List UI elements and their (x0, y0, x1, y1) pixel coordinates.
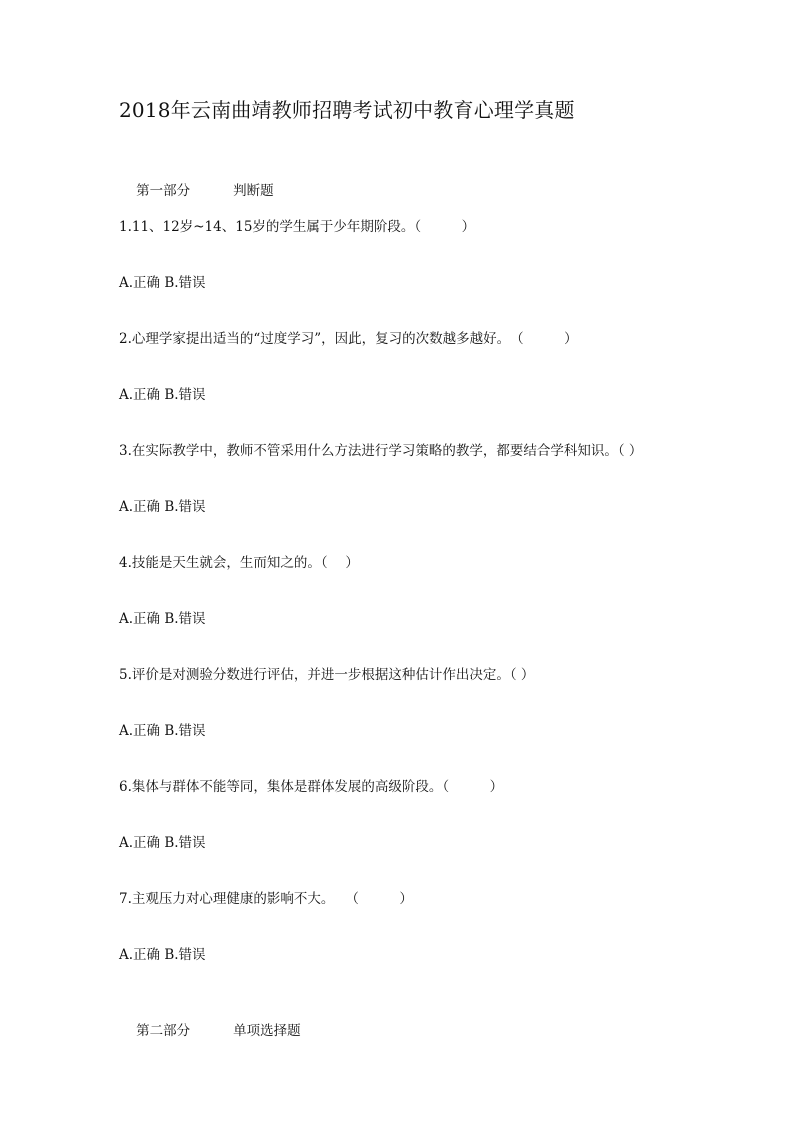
question-7-options: A.正确 B.错误 (119, 947, 206, 963)
question-1-options: A.正确 B.错误 (119, 275, 206, 291)
question-3-options: A.正确 B.错误 (119, 499, 206, 515)
question-2-options: A.正确 B.错误 (119, 387, 206, 403)
section-name: 判断题 (233, 183, 274, 199)
document-title: 2018年云南曲靖教师招聘考试初中教育心理学真题 (119, 98, 575, 122)
question-5-options: A.正确 B.错误 (119, 723, 206, 739)
question-1-text: 1.11、12岁~14、15岁的学生属于少年期阶段。（ ） (119, 219, 476, 235)
question-7-text: 7.主观压力对心理健康的影响不大。 （ ） (119, 891, 413, 907)
question-2-text: 2.心理学家提出适当的“过度学习”，因此，复习的次数越多越好。 （ ） (119, 331, 578, 347)
question-3-text: 3.在实际教学中，教师不管采用什么方法进行学习策略的教学，都要结合学科知识。（ ） (119, 443, 643, 459)
section-name: 单项选择题 (233, 1023, 301, 1039)
question-6-options: A.正确 B.错误 (119, 835, 206, 851)
section-heading-part-two (119, 1001, 301, 1061)
section-label: 第二部分 (136, 1023, 191, 1039)
question-4-options: A.正确 B.错误 (119, 611, 206, 627)
question-4-text: 4.技能是天生就会，生而知之的。（ ） (119, 555, 359, 571)
section-heading-part-one (119, 161, 274, 221)
question-6-text: 6.集体与群体不能等同，集体是群体发展的高级阶段。（ ） (119, 779, 504, 795)
section-label: 第一部分 (136, 183, 191, 199)
question-5-text: 5.评价是对测验分数进行评估，并进一步根据这种估计作出决定。（ ） (119, 667, 535, 683)
